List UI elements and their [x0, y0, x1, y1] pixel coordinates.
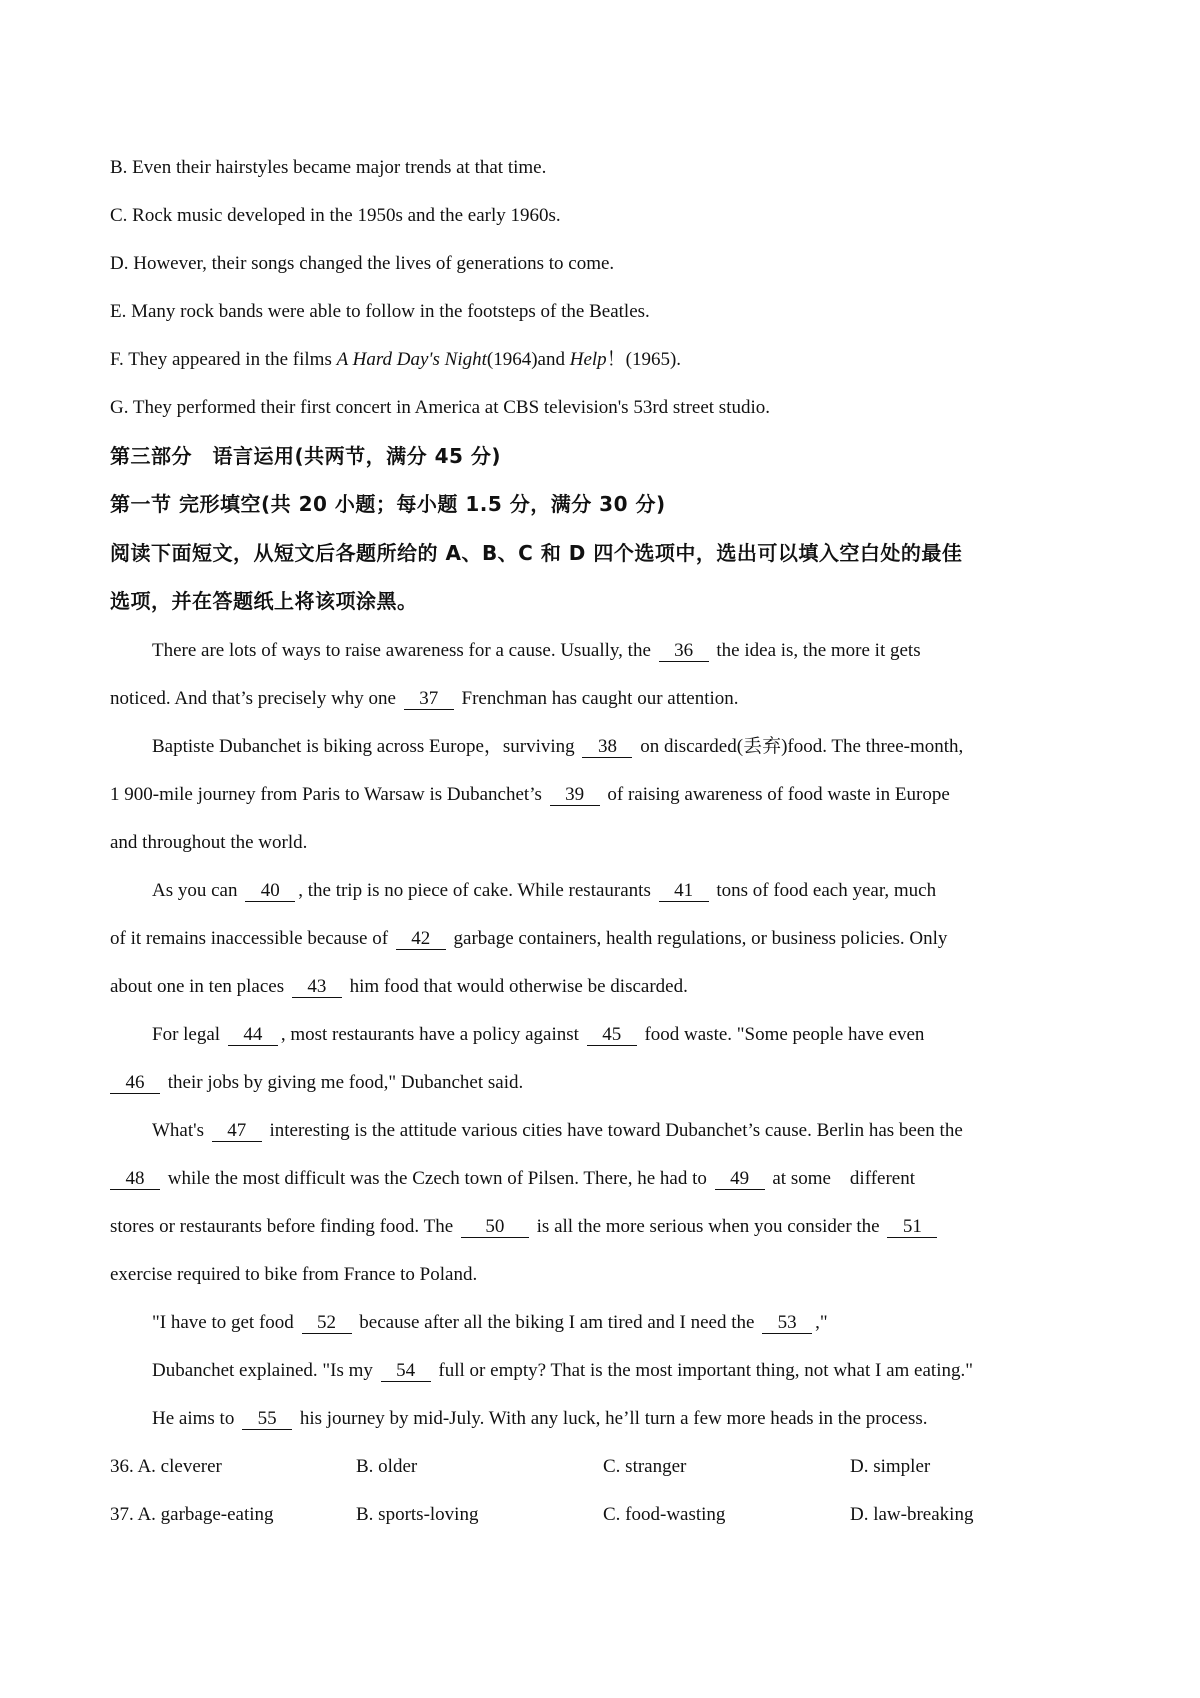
blank-42: 42	[396, 929, 446, 950]
passage-line: For legal 44 , most restaurants have a policy against 45 food waste. "Some people have even	[152, 1024, 925, 1045]
passage-line: stores or restaurants before finding food. The 50 is all the more serious when you consider the 51	[110, 1214, 940, 1240]
blank-38: 38	[582, 737, 632, 758]
passage-line: There are lots of ways to raise awareness for a cause. Usually, the 36 the idea is, the more it gets	[152, 640, 921, 661]
question-36-option-c: C. stranger	[603, 1456, 687, 1477]
blank-53: 53	[762, 1313, 812, 1334]
passage-line: about one in ten places 43 him food that would otherwise be discarded.	[110, 976, 688, 997]
blank-49: 49	[715, 1169, 765, 1190]
option-g: G. They performed their first concert in America at CBS television's 53rd street studio.	[110, 397, 770, 418]
film-title: A Hard Day's Night	[336, 349, 487, 370]
question-37-option-c: C. food-wasting	[603, 1504, 726, 1525]
blank-44: 44	[228, 1025, 278, 1046]
blank-54: 54	[381, 1361, 431, 1382]
passage-line: What's 47 interesting is the attitude various cities have toward Dubanchet’s cause. Berlin has been the	[152, 1120, 963, 1141]
passage-line: noticed. And that’s precisely why one 37 Frenchman has caught our attention.	[110, 688, 739, 709]
blank-43: 43	[292, 977, 342, 998]
blank-46: 46	[110, 1073, 160, 1094]
blank-45: 45	[587, 1025, 637, 1046]
blank-52: 52	[302, 1313, 352, 1334]
passage-line: 1 900-mile journey from Paris to Warsaw is Dubanchet’s 39 of raising awareness of food waste in Europe	[110, 784, 950, 805]
passage-line: of it remains inaccessible because of 42 garbage containers, health regulations, or business policies. Only	[110, 928, 948, 949]
blank-55: 55	[242, 1409, 292, 1430]
option-c: C. Rock music developed in the 1950s and the early 1960s.	[110, 205, 561, 226]
passage-line: As you can 40 , the trip is no piece of cake. While restaurants 41 tons of food each year, much	[152, 880, 937, 901]
part-heading: 第三部分 语言运用(共两节，满分 45 分)	[110, 444, 502, 468]
option-d: D. However, their songs changed the lives of generations to come.	[110, 253, 615, 274]
passage-line: and throughout the world.	[110, 832, 308, 853]
question-36-option-a: 36. A. cleverer	[110, 1456, 222, 1477]
question-37-option-a: 37. A. garbage-eating	[110, 1504, 274, 1525]
passage-line: 48 while the most difficult was the Czech town of Pilsen. There, he had to 49 at some different	[110, 1166, 915, 1192]
instruction-line: 选项，并在答题纸上将该项涂黑。	[110, 589, 418, 613]
option-f: F. They appeared in the films A Hard Day's Night(1964)and Help！(1965).	[110, 349, 682, 370]
option-b: B. Even their hairstyles became major trends at that time.	[110, 157, 547, 178]
blank-51: 51	[887, 1217, 937, 1238]
blank-37: 37	[404, 689, 454, 710]
blank-47: 47	[212, 1121, 262, 1142]
option-e: E. Many rock bands were able to follow in the footsteps of the Beatles.	[110, 301, 650, 322]
question-36-option-d: D. simpler	[850, 1456, 931, 1477]
passage-line: Dubanchet explained. "Is my 54 full or empty? That is the most important thing, not what I am eating."	[152, 1360, 973, 1381]
blank-36: 36	[659, 641, 709, 662]
blank-39: 39	[550, 785, 600, 806]
passage-line: "I have to get food 52 because after all the biking I am tired and I need the 53 ,"	[152, 1312, 828, 1333]
blank-48: 48	[110, 1169, 160, 1190]
passage-line: 46 their jobs by giving me food," Dubanchet said.	[110, 1070, 523, 1096]
passage-line: He aims to 55 his journey by mid-July. With any luck, he’ll turn a few more heads in the process.	[152, 1408, 928, 1429]
question-37-option-d: D. law-breaking	[850, 1504, 974, 1525]
film-title: Help	[569, 349, 607, 370]
passage-line: exercise required to bike from France to Poland.	[110, 1264, 478, 1285]
passage-line: Baptiste Dubanchet is biking across Europe，surviving 38 on discarded(丢弃)food. The three-month,	[152, 736, 964, 757]
question-37-option-b: B. sports-loving	[356, 1504, 479, 1525]
question-36-option-b: B. older	[356, 1456, 418, 1477]
instruction-line: 阅读下面短文，从短文后各题所给的 A、B、C 和 D 四个选项中，选出可以填入空白处的最佳	[110, 541, 963, 565]
blank-40: 40	[245, 881, 295, 902]
section-heading: 第一节 完形填空(共 20 小题；每小题 1.5 分，满分 30 分)	[110, 492, 666, 516]
blank-50: 50	[461, 1217, 529, 1238]
blank-41: 41	[659, 881, 709, 902]
